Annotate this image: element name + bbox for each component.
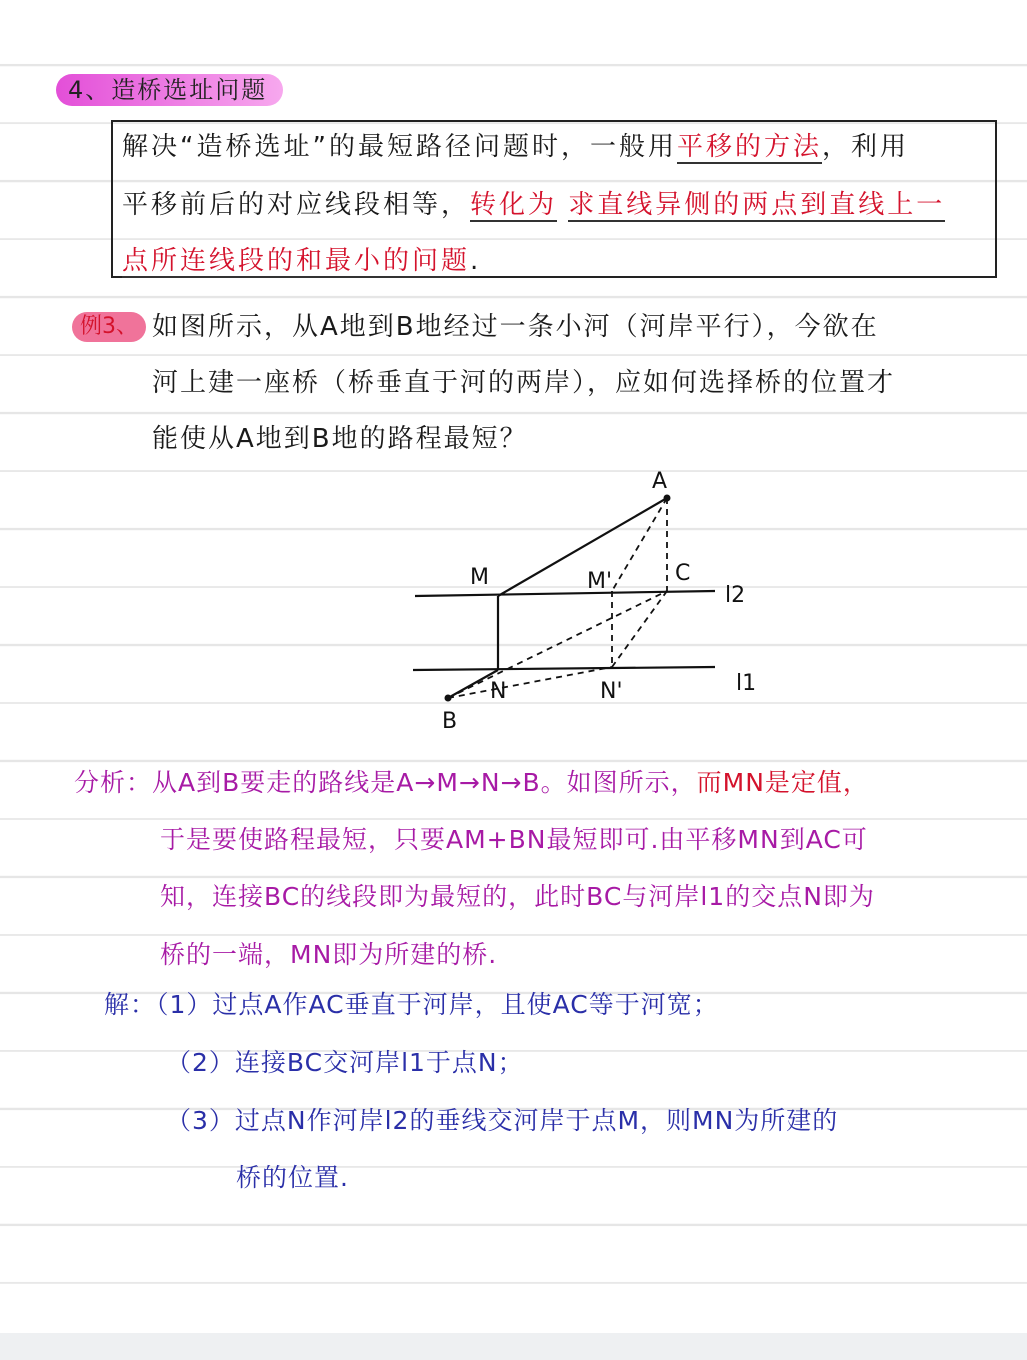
- segment-AM-prime: [612, 498, 667, 591]
- segment-BC: [448, 591, 667, 698]
- solution-step-3-cont: 桥的位置.: [236, 1163, 349, 1192]
- note-key-phrase: 点所连线段的和最小的问题: [122, 246, 471, 276]
- solution-step-1: [104, 988, 719, 1022]
- point-A: [664, 495, 671, 502]
- label-B: B: [442, 709, 458, 734]
- section-title: 4、造桥选址问题: [56, 74, 283, 106]
- note-line-2: [122, 188, 945, 222]
- note-key-phrase: 转化为: [470, 190, 558, 220]
- solution-text: （1）过点A作AC垂直于河岸，且使AC等于河宽；: [156, 990, 719, 1019]
- note-key-phrase: 平移的方法: [676, 132, 822, 162]
- analysis-line-3: 知，连接BC的线段即为最短的，此时BC与河岸l1的交点N即为: [160, 882, 875, 911]
- analysis-text: 从A到B要走的路线是A→M→N→B。如图所示，: [152, 768, 697, 797]
- note-key-phrase: 求直线异侧的两点到直线上一: [568, 190, 946, 220]
- solution-step-3: （3）过点N作河岸l2的垂线交河岸于点M，则MN为所建的: [166, 1106, 839, 1135]
- label-C: C: [675, 561, 691, 586]
- label-M: M: [470, 565, 489, 590]
- label-A: A: [652, 469, 668, 494]
- note-text: .: [470, 246, 482, 276]
- note-text: 平移前后的对应线段相等，: [122, 190, 471, 220]
- label-N-prime: N': [600, 679, 623, 704]
- example-line-1: 如图所示，从A地到B地经过一条小河（河岸平行），今欲在: [152, 312, 879, 342]
- example-line-2: 河上建一座桥（桥垂直于河的两岸），应如何选择桥的位置才: [152, 368, 896, 398]
- label-M-prime: M': [587, 569, 613, 594]
- example-line-3: 能使从A地到B地的路程最短？: [152, 424, 528, 454]
- note-line-1: [122, 130, 909, 164]
- analysis-line-4: 桥的一端，MN即为所建的桥.: [160, 940, 498, 969]
- solution-label: 解：: [104, 990, 157, 1019]
- bridge-diagram: [400, 460, 780, 740]
- note-line-3: [122, 244, 481, 278]
- river-bank-l1: [413, 667, 715, 670]
- analysis-line-2: 于是要使路程最短，只要AM+BN最短即可.由平移MN到AC可: [160, 825, 868, 854]
- segment-N-prime-C: [612, 591, 667, 667]
- label-l1: l1: [736, 671, 757, 696]
- label-N: N: [490, 679, 507, 704]
- segment-BN-prime: [448, 667, 612, 698]
- point-B: [445, 695, 452, 702]
- note-text: 解决“造桥选址”的最短路径问题时，一般用: [122, 132, 677, 162]
- analysis-highlight: 而MN是定值，: [696, 768, 869, 797]
- river-bank-l2: [415, 591, 715, 596]
- bottom-band: [0, 1333, 1027, 1360]
- example-badge: 例3、: [72, 312, 146, 342]
- note-text: ，利用: [821, 132, 909, 162]
- segment-AM: [498, 498, 667, 596]
- label-l2: l2: [725, 583, 746, 608]
- analysis-label: 分析：: [74, 768, 153, 797]
- analysis-line-1: [74, 766, 869, 800]
- solution-step-2: （2）连接BC交河岸l1于点N；: [166, 1048, 524, 1077]
